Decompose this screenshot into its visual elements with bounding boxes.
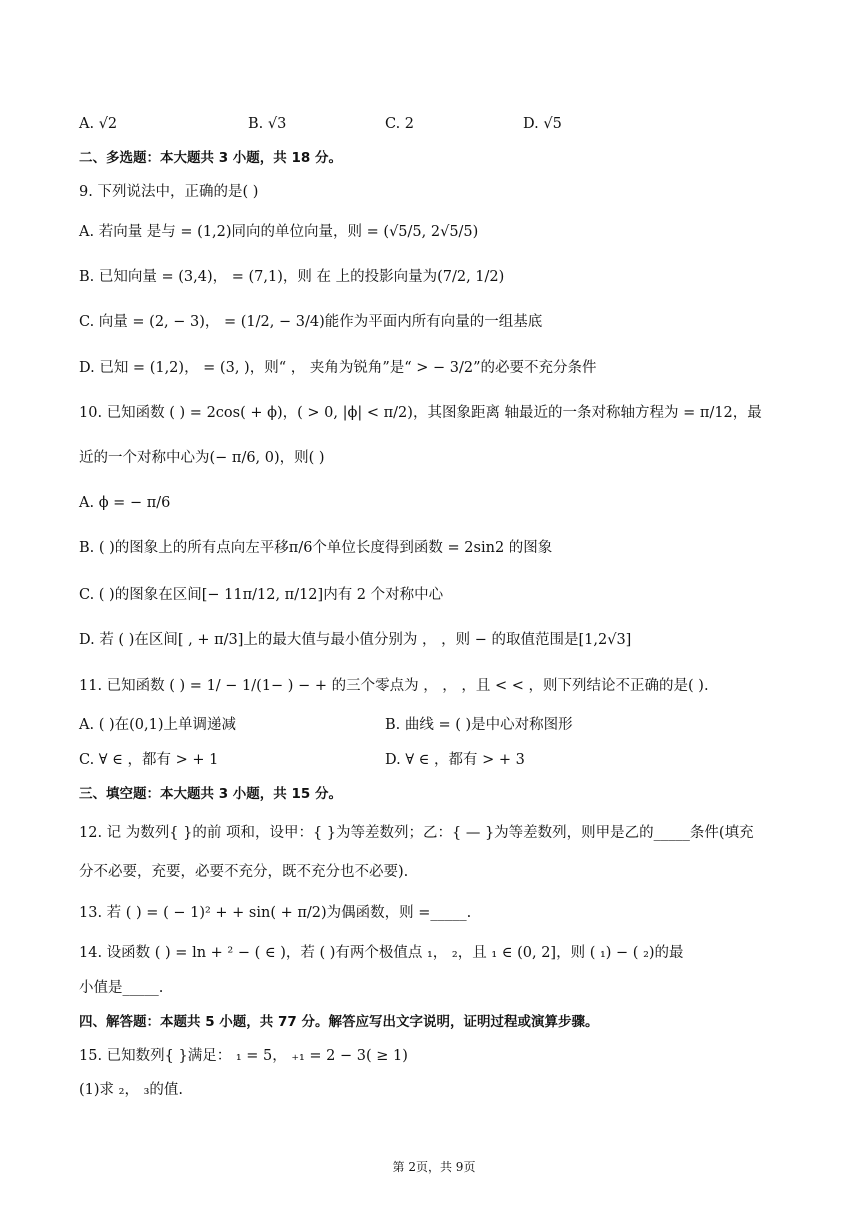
q11-option-d: D. ∀ ∈ ，都有 > + 3: [385, 752, 525, 768]
q11-option-b: B. 曲线 = ( )是中心对称图形: [385, 717, 573, 733]
section2-title: 二、多选题：本大题共 3 小题，共 18 分。: [79, 150, 342, 166]
q15-part1: (1)求 ₂， ₃的值.: [79, 1082, 183, 1098]
q11-option-a: A. ( )在(0,1)上单调递减: [79, 717, 236, 733]
q13: 13. 若 ( ) = ( − 1)² + + sin( + π/2)为偶函数，则 =_____.: [79, 905, 472, 921]
q9-option-d: D. 已知 = (1,2)， = (3, )，则“ ， 夹角为锐角”是“ > − 3/2”的必要不充分条件: [79, 360, 597, 376]
q8-option-b: B. √3: [248, 116, 287, 132]
page-footer: 第 2页，共 9页: [392, 1160, 476, 1174]
q8-option-a: A. √2: [79, 116, 118, 132]
q10-option-a: A. ϕ = − π/6: [79, 495, 171, 511]
q9-option-c: C. 向量 = (2, − 3)， = (1/2, − 3/4)能作为平面内所有向量的一组基底: [79, 314, 543, 330]
q9-option-b: B. 已知向量 = (3,4)， = (7,1)，则 在 上的投影向量为(7/2, 1/2): [79, 269, 505, 285]
q11-option-c: C. ∀ ∈ ，都有 > + 1: [79, 752, 219, 768]
q10-stem-line1: 10. 已知函数 ( ) = 2cos( + ϕ)，( > 0, |ϕ| < π/2)，其图象距离 轴最近的一条对称轴方程为 = π/12，最: [79, 405, 762, 421]
q10-option-d: D. 若 ( )在区间[ , + π/3]上的最大值与最小值分别为 ， ，则 − 的取值范围是[1,2√3]: [79, 632, 632, 648]
q12-line1: 12. 记 为数列{ }的前 项和，设甲：{ }为等差数列；乙：{ — }为等差数列，则甲是乙的_____条件(填充: [79, 825, 754, 841]
q10-option-c: C. ( )的图象在区间[− 11π/12, π/12]内有 2 个对称中心: [79, 587, 444, 603]
q8-option-c: C. 2: [385, 116, 415, 132]
q10-option-b: B. ( )的图象上的所有点向左平移π/6个单位长度得到函数 = 2sin2 的图象: [79, 540, 553, 556]
q12-line2: 分不必要，充要，必要不充分，既不充分也不必要).: [79, 864, 409, 880]
q14-line1: 14. 设函数 ( ) = ln + ² − ( ∈ )，若 ( )有两个极值点 ₁， ₂，且 ₁ ∈ (0, 2]，则 ( ₁) − ( ₂)的最: [79, 945, 684, 961]
q9-stem: 9. 下列说法中，正确的是( ): [79, 184, 259, 200]
q9-option-a: A. 若向量 是与 = (1,2)同向的单位向量，则 = (√5/5, 2√5/5): [79, 224, 479, 240]
q8-option-d: D. √5: [523, 116, 562, 132]
section4-title: 四、解答题：本题共 5 小题，共 77 分。解答应写出文字说明，证明过程或演算步骤。: [79, 1014, 599, 1030]
section3-title: 三、填空题：本大题共 3 小题，共 15 分。: [79, 786, 342, 802]
q14-line2: 小值是_____.: [79, 980, 164, 996]
q10-stem-line2: 近的一个对称中心为(− π/6, 0)，则( ): [79, 450, 325, 466]
q11-stem: 11. 已知函数 ( ) = 1/ − 1/(1− ) − + 的三个零点为 ， ， ，且 < < ，则下列结论不正确的是( ).: [79, 678, 709, 694]
q15-stem: 15. 已知数列{ }满足： ₁ = 5， ₊₁ = 2 − 3( ≥ 1): [79, 1048, 408, 1064]
